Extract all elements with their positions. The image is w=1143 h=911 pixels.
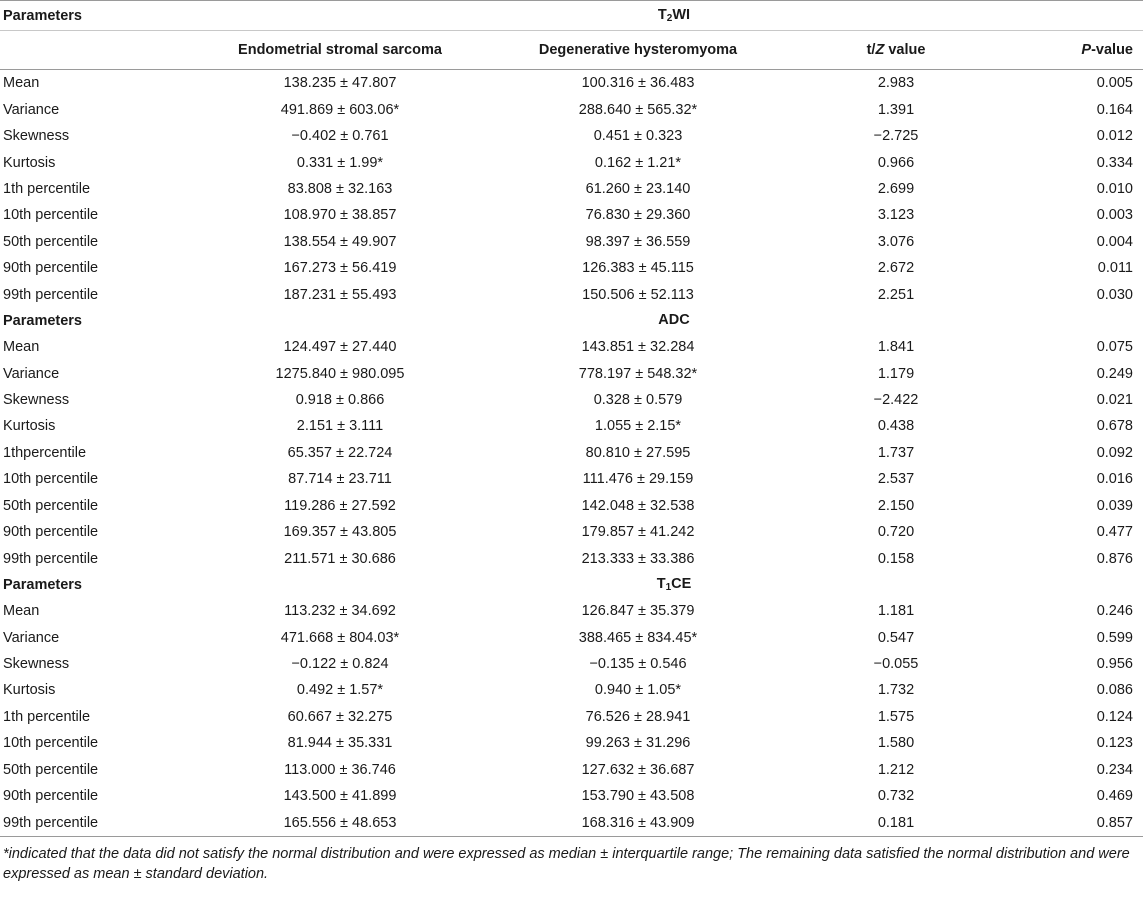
row-parameter: 10th percentile <box>3 471 99 488</box>
row-tz-value: 2.537 <box>877 471 915 488</box>
row-esc-value: 0.492 ± 1.57* <box>296 682 384 699</box>
row-esc-value: 138.235 ± 47.807 <box>283 75 397 92</box>
row-parameter: 90th percentile <box>3 260 99 277</box>
modality-title <box>205 1 1143 31</box>
row-parameter: 50th percentile <box>3 497 99 514</box>
row-esc-value: 0.331 ± 1.99* <box>296 154 384 171</box>
table-body <box>0 1 1143 837</box>
tz-pre: t/ <box>866 42 876 58</box>
row-parameter: 1thpercentile <box>3 444 87 461</box>
row-dh-value: 143.851 ± 32.284 <box>581 339 695 356</box>
row-dh-value: 153.790 ± 43.508 <box>581 788 695 805</box>
row-p-value: 0.857 <box>1096 814 1133 831</box>
table-row <box>0 440 1143 466</box>
row-dh-value: 1.055 ± 2.15* <box>594 418 682 435</box>
row-dh-value: 98.397 ± 36.559 <box>585 233 691 250</box>
row-parameter: 50th percentile <box>3 761 99 778</box>
column-header-dh: Degenerative hysteromyoma <box>475 31 801 70</box>
row-esc-value: 187.231 ± 55.493 <box>283 286 397 303</box>
row-esc-value: −0.122 ± 0.824 <box>291 655 389 672</box>
row-tz-value: 1.841 <box>877 339 915 356</box>
modality-title-main: T <box>656 576 666 593</box>
row-tz-value: 0.720 <box>877 524 915 541</box>
row-tz-value: −2.422 <box>873 392 919 409</box>
column-header-esc: Endometrial stromal sarcoma <box>205 31 475 70</box>
row-parameter: 1th percentile <box>3 180 91 197</box>
table-row <box>0 413 1143 439</box>
row-parameter: Skewness <box>3 392 70 409</box>
row-tz-value: 0.158 <box>877 550 915 567</box>
row-parameter: 90th percentile <box>3 524 99 541</box>
row-dh-value: 76.830 ± 29.360 <box>585 207 691 224</box>
row-p-value: 0.016 <box>1096 471 1133 488</box>
row-p-value: 0.477 <box>1096 524 1133 541</box>
row-p-value: 0.075 <box>1096 339 1133 356</box>
row-tz-value: 2.251 <box>877 286 915 303</box>
table-row <box>0 519 1143 545</box>
row-esc-value: 113.232 ± 34.692 <box>284 603 396 620</box>
row-parameter: Skewness <box>3 128 70 145</box>
row-parameter: Variance <box>3 629 60 646</box>
row-p-value: 0.003 <box>1096 207 1133 224</box>
row-esc-value: 169.357 ± 43.805 <box>283 524 397 541</box>
row-dh-value: 100.316 ± 36.483 <box>581 75 695 92</box>
row-parameter: 50th percentile <box>3 233 99 250</box>
parameters-label: Parameters <box>3 576 82 593</box>
table-row <box>0 282 1143 308</box>
row-dh-value: 778.197 ± 548.32* <box>578 365 698 382</box>
table-footnote: *indicated that the data did not satisfy the normal distribution and were expressed as median ± interquartile range; The remaining data satisfied the normal distribution and were expressed as mean ± standard deviation. <box>3 845 1130 882</box>
table-row <box>0 466 1143 492</box>
row-dh-value: 111.476 ± 29.159 <box>582 471 694 488</box>
table-row <box>0 202 1143 228</box>
row-esc-value: 167.273 ± 56.419 <box>283 260 397 277</box>
row-tz-value: 3.076 <box>877 233 915 250</box>
section-header <box>0 572 1143 598</box>
row-parameter: Skewness <box>3 655 70 672</box>
table-row <box>0 255 1143 281</box>
row-dh-value: 76.526 ± 28.941 <box>585 708 691 725</box>
tz-z: Z <box>875 42 885 58</box>
row-tz-value: 0.438 <box>877 418 915 435</box>
row-dh-value: 126.383 ± 45.115 <box>582 260 694 277</box>
row-p-value: 0.876 <box>1096 550 1133 567</box>
row-tz-value: 1.732 <box>877 682 915 699</box>
row-tz-value: 1.181 <box>877 603 915 620</box>
p-post: -value <box>1091 42 1133 58</box>
row-p-value: 0.005 <box>1096 75 1133 92</box>
row-p-value: 0.039 <box>1096 497 1133 514</box>
row-parameter: Kurtosis <box>3 418 56 435</box>
row-parameter: 99th percentile <box>3 286 99 303</box>
row-p-value: 0.010 <box>1096 180 1133 197</box>
row-dh-value: 61.260 ± 23.140 <box>585 180 691 197</box>
table-row <box>0 334 1143 360</box>
table-row <box>0 149 1143 175</box>
row-p-value: 0.469 <box>1096 788 1133 805</box>
row-esc-value: 87.714 ± 23.711 <box>288 471 392 488</box>
row-p-value: 0.164 <box>1096 101 1133 118</box>
p-pre: P <box>1081 42 1092 58</box>
table-row <box>0 651 1143 677</box>
section-header <box>0 308 1143 334</box>
row-p-value: 0.086 <box>1096 682 1133 699</box>
row-p-value: 0.092 <box>1096 444 1133 461</box>
row-parameter: 99th percentile <box>3 550 99 567</box>
row-esc-value: 211.571 ± 30.686 <box>284 550 396 567</box>
table-row <box>0 757 1143 783</box>
row-parameter: 10th percentile <box>3 735 99 752</box>
row-parameter: 1th percentile <box>3 708 91 725</box>
table-row <box>0 677 1143 703</box>
table-row <box>0 176 1143 202</box>
table-row <box>0 123 1143 149</box>
row-p-value: 0.124 <box>1096 708 1133 725</box>
row-p-value: 0.234 <box>1096 761 1133 778</box>
row-dh-value: 0.162 ± 1.21* <box>594 154 682 171</box>
modality-title-main: ADC <box>658 312 690 329</box>
row-parameter: Variance <box>3 101 60 118</box>
table-row <box>0 704 1143 730</box>
row-parameter: Kurtosis <box>3 154 56 171</box>
row-p-value: 0.249 <box>1096 365 1133 382</box>
modality-title-subscript: 2 <box>666 13 673 24</box>
row-tz-value: −0.055 <box>873 655 919 672</box>
row-tz-value: 2.983 <box>877 75 915 92</box>
row-dh-value: 126.847 ± 35.379 <box>581 603 695 620</box>
row-tz-value: 2.672 <box>877 260 915 277</box>
table-row <box>0 598 1143 624</box>
row-dh-value: 127.632 ± 36.687 <box>581 761 695 778</box>
column-header-row <box>0 31 1143 70</box>
row-tz-value: 1.212 <box>877 761 915 778</box>
row-esc-value: 2.151 ± 3.111 <box>296 418 384 435</box>
table-row <box>0 387 1143 413</box>
row-tz-value: 3.123 <box>877 207 915 224</box>
row-esc-value: 60.667 ± 32.275 <box>287 708 393 725</box>
row-tz-value: −2.725 <box>873 128 919 145</box>
row-tz-value: 1.575 <box>877 708 915 725</box>
table-row <box>0 809 1143 835</box>
row-esc-value: 108.970 ± 38.857 <box>283 207 397 224</box>
row-p-value: 0.004 <box>1096 233 1133 250</box>
table-row <box>0 70 1143 97</box>
table-row <box>0 360 1143 386</box>
modality-title-main: T <box>657 7 667 23</box>
row-esc-value: −0.402 ± 0.761 <box>291 128 389 145</box>
modality-title-rest: CE <box>671 576 692 593</box>
table-row <box>0 783 1143 809</box>
row-parameter: 90th percentile <box>3 788 99 805</box>
row-tz-value: 0.181 <box>877 814 915 831</box>
table-row <box>0 624 1143 650</box>
modality-title <box>205 572 1143 598</box>
parameters-label: Parameters <box>3 7 82 24</box>
modality-title-subscript: 1 <box>665 582 672 594</box>
tz-post: value <box>884 42 926 58</box>
row-p-value: 0.011 <box>1097 260 1133 277</box>
row-esc-value: 119.286 ± 27.592 <box>284 497 396 514</box>
row-esc-value: 0.918 ± 0.866 <box>295 392 385 409</box>
row-parameter: Mean <box>3 603 40 620</box>
table-row <box>0 96 1143 122</box>
row-p-value: 0.030 <box>1096 286 1133 303</box>
row-parameter: Variance <box>3 365 60 382</box>
row-dh-value: 388.465 ± 834.45* <box>578 629 698 646</box>
row-tz-value: 2.150 <box>877 497 915 514</box>
row-dh-value: 150.506 ± 52.113 <box>582 286 694 303</box>
row-tz-value: 0.966 <box>877 154 915 171</box>
row-tz-value: 1.391 <box>877 101 915 118</box>
row-dh-value: 99.263 ± 31.296 <box>585 735 691 752</box>
row-tz-value: 1.179 <box>877 365 915 382</box>
row-parameter: Mean <box>3 75 40 92</box>
row-tz-value: 1.580 <box>877 735 915 752</box>
row-esc-value: 113.000 ± 36.746 <box>284 761 396 778</box>
row-dh-value: 213.333 ± 33.386 <box>581 550 695 567</box>
row-dh-value: 168.316 ± 43.909 <box>581 814 695 831</box>
modality-title <box>205 308 1143 334</box>
row-p-value: 0.012 <box>1096 128 1133 145</box>
row-dh-value: 142.048 ± 32.538 <box>581 497 695 514</box>
row-esc-value: 81.944 ± 35.331 <box>287 735 393 752</box>
row-p-value: 0.599 <box>1096 629 1133 646</box>
row-esc-value: 471.668 ± 804.03* <box>280 629 400 646</box>
row-parameter: Kurtosis <box>3 682 56 699</box>
row-p-value: 0.123 <box>1096 735 1133 752</box>
parameters-label: Parameters <box>3 312 82 329</box>
row-dh-value: 0.451 ± 0.323 <box>593 128 683 145</box>
section-header <box>0 1 1143 31</box>
row-esc-value: 1275.840 ± 980.095 <box>275 365 405 382</box>
row-dh-value: 80.810 ± 27.595 <box>585 444 691 461</box>
table-row <box>0 545 1143 571</box>
row-tz-value: 2.699 <box>877 180 915 197</box>
row-p-value: 0.021 <box>1096 392 1133 409</box>
row-p-value: 0.246 <box>1096 603 1133 620</box>
row-dh-value: 288.640 ± 565.32* <box>578 101 698 118</box>
row-tz-value: 0.547 <box>877 629 915 646</box>
row-esc-value: 165.556 ± 48.653 <box>283 814 397 831</box>
row-tz-value: 0.732 <box>877 788 915 805</box>
row-esc-value: 491.869 ± 603.06* <box>280 101 400 118</box>
row-dh-value: 179.857 ± 41.242 <box>581 524 695 541</box>
modality-title-rest: WI <box>672 7 691 23</box>
row-dh-value: 0.328 ± 0.579 <box>593 392 683 409</box>
row-parameter: 10th percentile <box>3 207 99 224</box>
row-esc-value: 83.808 ± 32.163 <box>287 180 393 197</box>
column-header-empty <box>0 31 205 70</box>
row-esc-value: 65.357 ± 22.724 <box>287 444 393 461</box>
row-dh-value: 0.940 ± 1.05* <box>594 682 682 699</box>
row-dh-value: −0.135 ± 0.546 <box>589 655 687 672</box>
table-row <box>0 229 1143 255</box>
table-row <box>0 493 1143 519</box>
row-p-value: 0.956 <box>1096 655 1133 672</box>
column-header-p <box>991 31 1143 70</box>
row-esc-value: 138.554 ± 49.907 <box>283 233 397 250</box>
column-header-tz <box>801 31 991 70</box>
row-parameter: 99th percentile <box>3 814 99 831</box>
row-esc-value: 124.497 ± 27.440 <box>283 339 397 356</box>
row-parameter: Mean <box>3 339 40 356</box>
row-p-value: 0.334 <box>1096 154 1133 171</box>
row-p-value: 0.678 <box>1096 418 1133 435</box>
row-tz-value: 1.737 <box>877 444 915 461</box>
table-row <box>0 730 1143 756</box>
row-esc-value: 143.500 ± 41.899 <box>283 788 397 805</box>
